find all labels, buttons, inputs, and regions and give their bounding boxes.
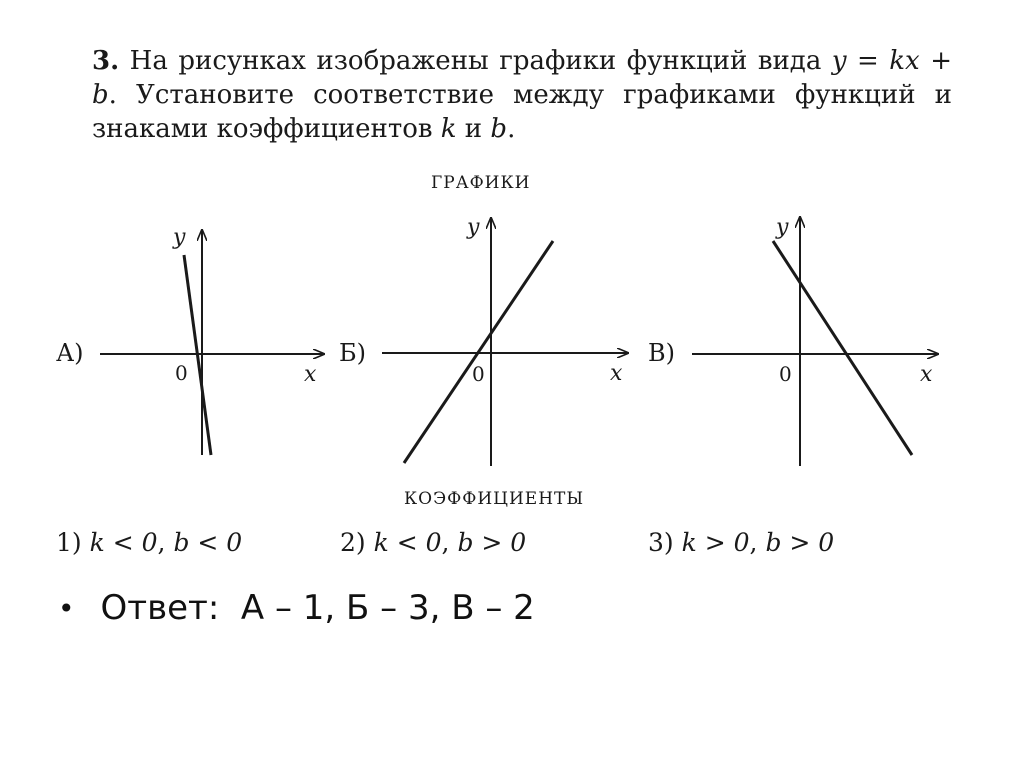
graph-b-x-label: x — [610, 361, 623, 386]
graph-c-label: В) — [648, 339, 675, 367]
graph-a-label: А) — [56, 339, 84, 367]
bullet-icon: • — [58, 591, 75, 625]
option-2-b: b > 0 — [457, 528, 527, 557]
problem-number: 3. — [92, 46, 120, 76]
graph-a-x-label: x — [304, 362, 317, 387]
graph-c — [648, 215, 938, 466]
graph-c-origin: 0 — [779, 362, 792, 386]
graph-a-y-label: y — [173, 225, 186, 250]
answer-text: Ответ: А – 1, Б – 3, В – 2 — [100, 588, 535, 628]
problem-formula: y = kx + b — [92, 46, 953, 110]
option-3: 3) k > 0, b > 0 — [648, 528, 835, 557]
graph-b — [339, 215, 628, 466]
problem-text-2: . Установите соответствие между графиками функций и знаками коэффициентов — [92, 80, 952, 144]
problem-text-end: . — [507, 114, 516, 144]
problem-var-k: k — [440, 114, 457, 144]
coefficients-title: КОЭФФИЦИЕНТЫ — [404, 489, 585, 509]
option-1-b: b < 0 — [173, 528, 243, 557]
option-2-num: 2) — [340, 528, 366, 557]
graph-c-y-label: y — [776, 215, 789, 240]
option-1: 1) k < 0, b < 0 — [56, 528, 243, 557]
problem-text-1: На рисунках изображены графики функций вида — [129, 46, 832, 76]
problem-text-and: и — [456, 114, 491, 144]
option-3-k: k > 0 — [681, 528, 750, 557]
option-3-num: 3) — [648, 528, 674, 557]
problem-var-b: b — [490, 114, 508, 144]
option-2-k: k < 0 — [373, 528, 442, 557]
graph-b-origin: 0 — [472, 362, 485, 386]
option-2: 2) k < 0, b > 0 — [340, 528, 527, 557]
answer-bullet-item — [58, 588, 535, 628]
graph-a-origin: 0 — [175, 361, 188, 385]
graph-b-label: Б) — [339, 339, 366, 367]
graph-c-x-label: x — [920, 362, 933, 387]
graph-a — [56, 225, 324, 455]
graph-b-y-label: y — [467, 215, 480, 240]
graphs-title: ГРАФИКИ — [431, 173, 531, 193]
graph-c-line — [773, 241, 912, 455]
option-1-num: 1) — [56, 528, 82, 557]
option-3-b: b > 0 — [765, 528, 835, 557]
option-1-k: k < 0 — [89, 528, 158, 557]
